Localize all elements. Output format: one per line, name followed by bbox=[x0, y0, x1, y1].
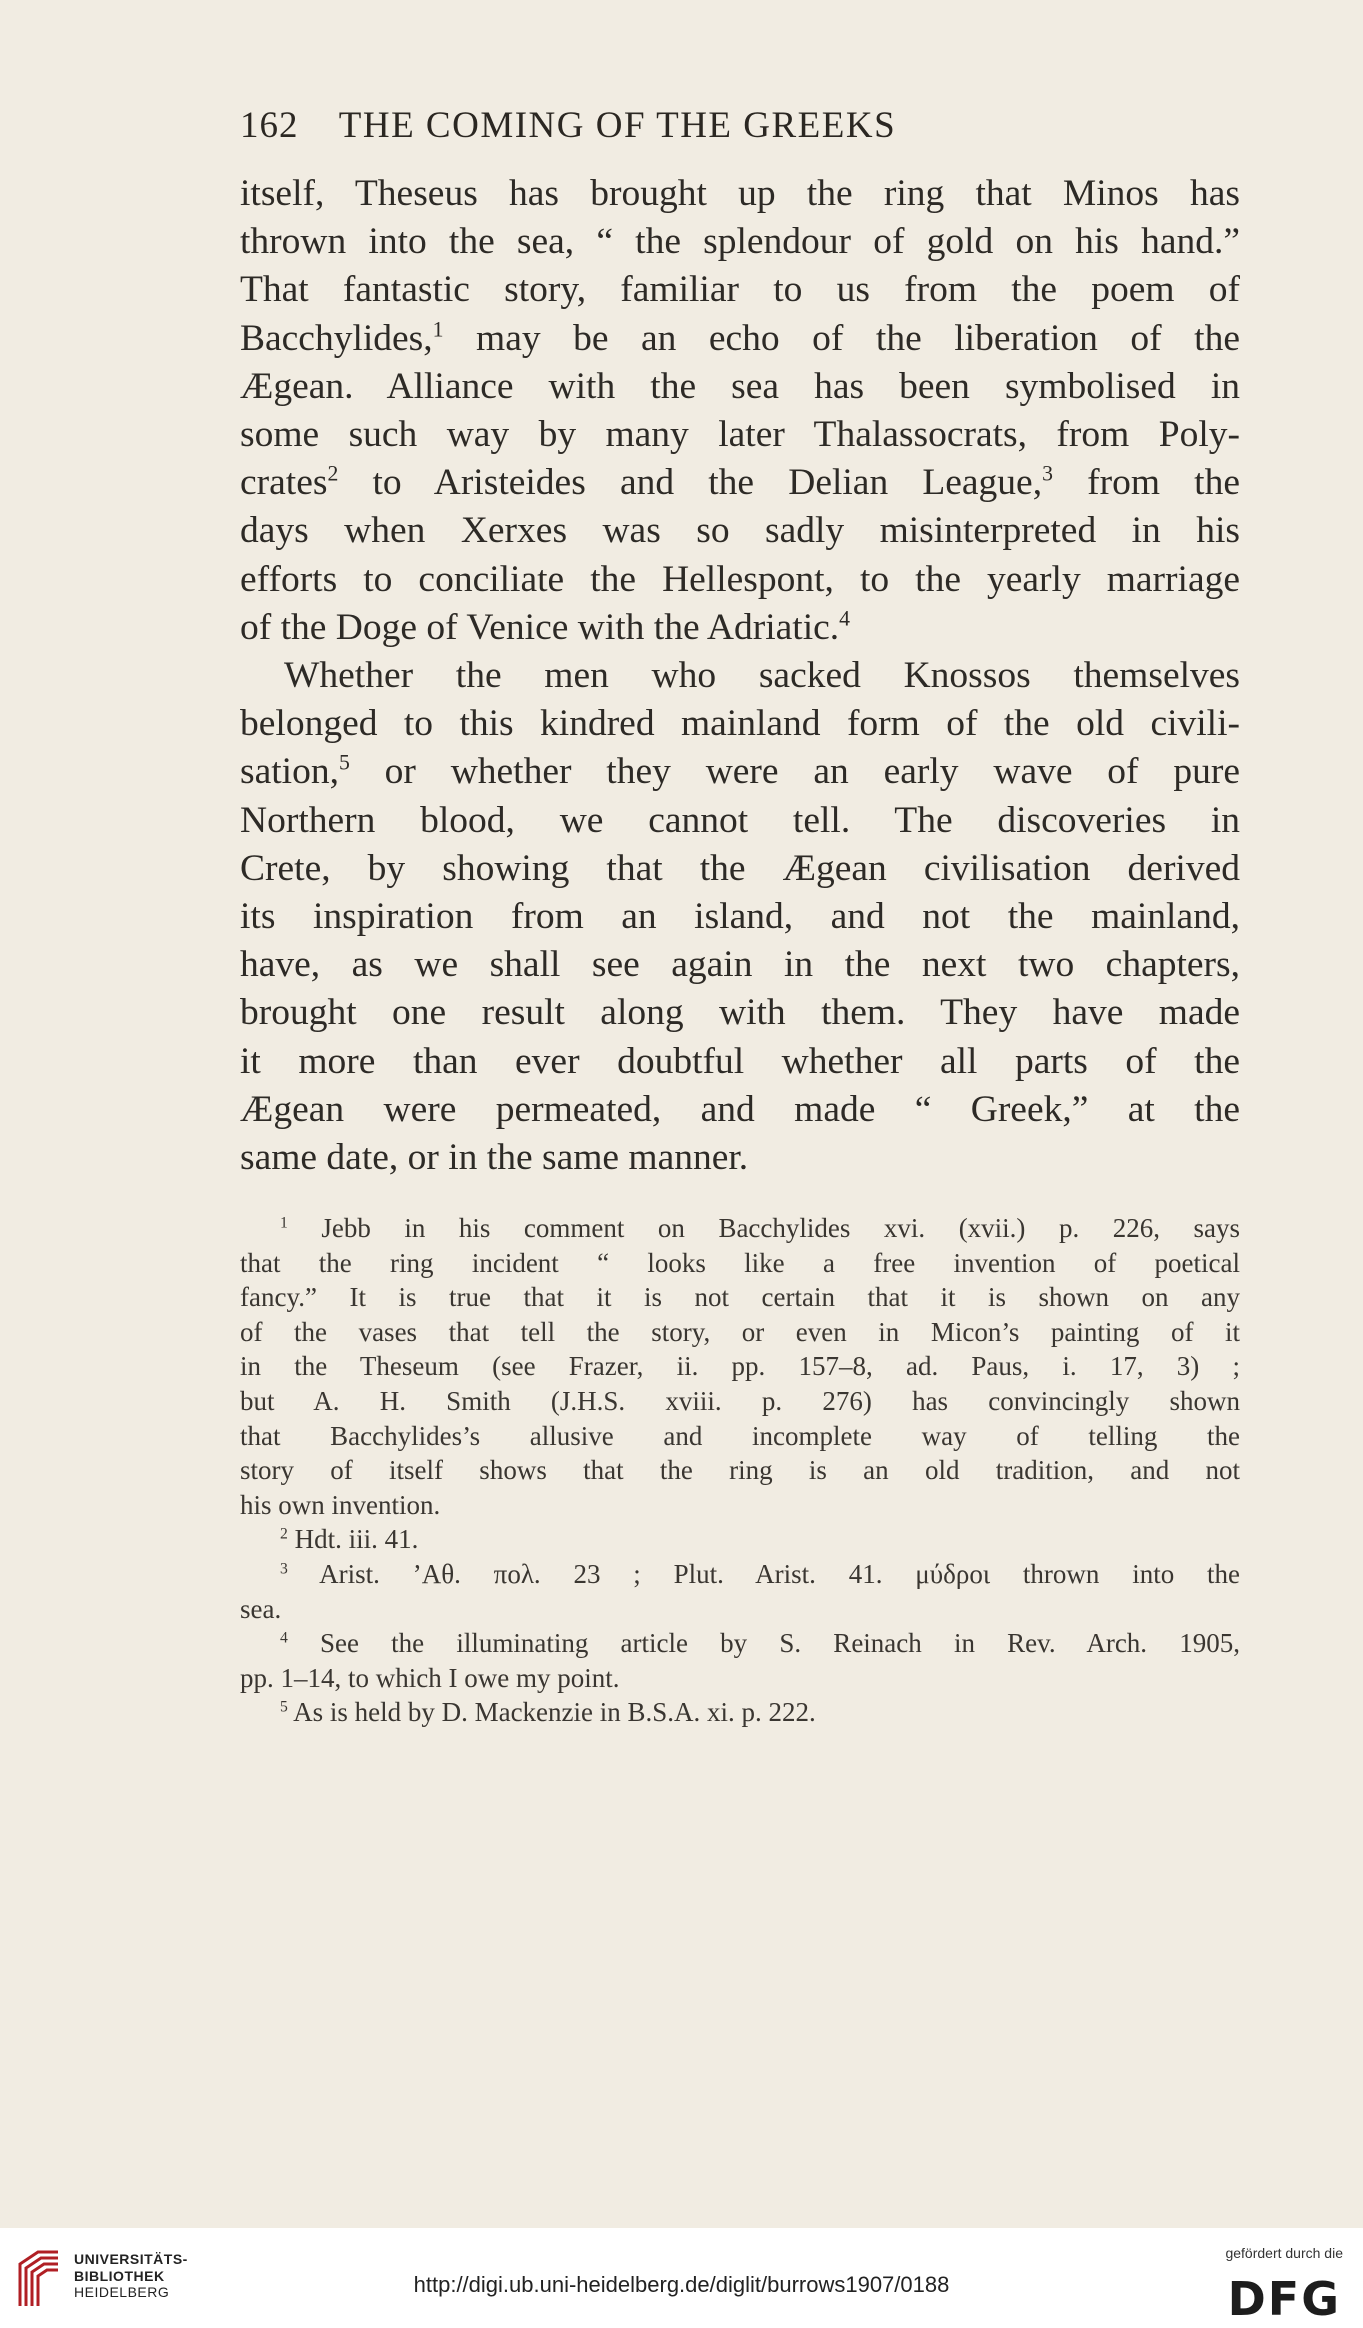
text-run: pp. 1–14, to which I owe my point. bbox=[240, 1662, 620, 1693]
funding-note: gefördert durch die bbox=[1225, 2245, 1343, 2261]
body-text bbox=[240, 170, 1240, 1182]
source-url[interactable]: http://digi.ub.uni-heidelberg.de/diglit/burrows1907/0188 bbox=[413, 2272, 950, 2297]
body-line bbox=[240, 1086, 1240, 1134]
body-line bbox=[240, 845, 1240, 893]
text-run: Crete, by showing that the Ægean civilisation derived bbox=[240, 847, 1240, 889]
body-line bbox=[240, 459, 1240, 507]
text-run: Northern blood, we cannot tell. The discoveries in bbox=[240, 799, 1240, 841]
body-line bbox=[240, 604, 1240, 652]
text-run: Ægean were permeated, and made “ Greek,” at the bbox=[240, 1088, 1240, 1130]
footnote-line bbox=[240, 1211, 1240, 1246]
footnote-line bbox=[240, 1349, 1240, 1384]
body-line bbox=[240, 797, 1240, 845]
text-run: some such way by many later Thalassocrats, from Poly- bbox=[240, 414, 1240, 456]
footnote-marker: 5 bbox=[338, 750, 350, 775]
footnote-marker: 4 bbox=[280, 1629, 288, 1647]
footnote-line bbox=[240, 1419, 1240, 1454]
footnote-line bbox=[240, 1246, 1240, 1281]
footnote-line bbox=[240, 1522, 1240, 1557]
text-run: belonged to this kindred mainland form of the old civili- bbox=[240, 703, 1240, 745]
text-run: itself, Theseus has brought up the ring that Minos has bbox=[240, 173, 1240, 214]
footnote-marker: 3 bbox=[1042, 461, 1053, 486]
body-line bbox=[240, 218, 1240, 266]
text-run: in the Theseum (see Frazer, ii. pp. 157–8, ad. Paus, i. 17, 3) ; bbox=[240, 1351, 1240, 1382]
footnote-line bbox=[240, 1557, 1240, 1592]
body-line bbox=[240, 893, 1240, 941]
text-run: from the bbox=[1052, 462, 1240, 504]
text-run: That fantastic story, familiar to us from the poem of bbox=[240, 269, 1240, 311]
body-line bbox=[240, 315, 1240, 363]
body-line bbox=[240, 507, 1240, 555]
footnote-marker: 2 bbox=[327, 461, 339, 486]
footnote-line bbox=[240, 1695, 1240, 1730]
text-run: crates bbox=[240, 462, 328, 504]
text-run: days when Xerxes was so sadly misinterpreted in his bbox=[240, 510, 1240, 552]
library-line-3: HEIDELBERG bbox=[74, 2284, 170, 2300]
footnote-line bbox=[240, 1626, 1240, 1661]
text-run: Bacchylides, bbox=[240, 317, 433, 359]
body-line bbox=[240, 941, 1240, 989]
text-run: to Aristeides and the Delian League, bbox=[338, 462, 1043, 504]
page-number: 162 bbox=[240, 105, 299, 146]
body-line bbox=[240, 652, 1240, 700]
text-run: that the ring incident “ looks like a free invention of poetical bbox=[240, 1247, 1240, 1278]
body-line bbox=[240, 1038, 1240, 1086]
footnote-line bbox=[240, 1661, 1240, 1696]
body-line bbox=[240, 363, 1240, 411]
text-run: As is held by D. Mackenzie in B.S.A. xi. p. 222. bbox=[287, 1697, 816, 1728]
text-run: of the Doge of Venice with the Adriatic. bbox=[240, 606, 840, 648]
body-line bbox=[240, 1134, 1240, 1182]
text-run: have, as we shall see again in the next two chapters, bbox=[240, 944, 1240, 986]
body-line bbox=[240, 556, 1240, 604]
footnote-marker: 5 bbox=[280, 1698, 288, 1716]
running-title: THE COMING OF THE GREEKS bbox=[338, 105, 897, 146]
text-run: of the vases that tell the story, or even in Micon’s painting of it bbox=[240, 1316, 1240, 1347]
text-run: See the illuminating article by S. Reinach in Rev. Arch. 1905, bbox=[287, 1628, 1240, 1659]
footnote-marker: 2 bbox=[280, 1525, 288, 1543]
text-run: Ægean. Alliance with the sea has been symbolised in bbox=[240, 365, 1240, 407]
footnote-marker: 1 bbox=[280, 1214, 288, 1232]
text-run: thrown into the sea, “ the splendour of gold on his hand.” bbox=[240, 221, 1240, 263]
text-run: efforts to conciliate the Hellespont, to the yearly marriage bbox=[240, 558, 1240, 600]
text-run: that Bacchylides’s allusive and incomplete way of telling the bbox=[240, 1420, 1240, 1451]
text-run: story of itself shows that the ring is an old tradition, and not bbox=[240, 1455, 1240, 1486]
text-run: may be an echo of the liberation of the bbox=[443, 317, 1240, 359]
dfg-logo: DFG bbox=[1227, 2272, 1341, 2326]
footnote-line bbox=[240, 1384, 1240, 1419]
body-line bbox=[240, 266, 1240, 314]
text-run: brought one result along with them. They have made bbox=[240, 992, 1240, 1034]
body-line bbox=[240, 170, 1240, 218]
footnote-marker: 1 bbox=[432, 317, 444, 342]
text-run: Arist. ’Αθ. πολ. 23 ; Plut. Arist. 41. μύδροι thrown into the bbox=[287, 1558, 1240, 1589]
library-line-2: BIBLIOTHEK bbox=[74, 2267, 165, 2284]
text-run: his own invention. bbox=[240, 1489, 441, 1520]
footnote-line bbox=[240, 1453, 1240, 1488]
body-line bbox=[240, 989, 1240, 1037]
footnote-line bbox=[240, 1280, 1240, 1315]
library-line-1: UNIVERSITÄTS- bbox=[74, 2251, 188, 2267]
footnote-line bbox=[240, 1488, 1240, 1523]
text-run: sea. bbox=[240, 1593, 282, 1624]
body-line bbox=[240, 748, 1240, 796]
body-line bbox=[240, 411, 1240, 459]
running-head bbox=[240, 104, 1120, 147]
text-run: sation, bbox=[240, 751, 339, 793]
text-run: it more than ever doubtful whether all parts of the bbox=[240, 1040, 1240, 1082]
digitization-footer bbox=[0, 2228, 1363, 2328]
text-run: or whether they were an early wave of pure bbox=[349, 751, 1240, 793]
footnote-line bbox=[240, 1592, 1240, 1627]
body-line bbox=[240, 700, 1240, 748]
text-run: same date, or in the same manner. bbox=[240, 1137, 749, 1179]
text-run: its inspiration from an island, and not the mainland, bbox=[240, 896, 1240, 938]
text-run: Jebb in his comment on Bacchylides xvi. (xvii.) p. 226, says bbox=[287, 1213, 1240, 1243]
footnote-marker: 4 bbox=[839, 606, 851, 631]
text-run: Hdt. iii. 41. bbox=[287, 1524, 419, 1555]
text-run: Whether the men who sacked Knossos themselves bbox=[284, 655, 1240, 697]
text-run: fancy.” It is true that it is not certain that it is shown on any bbox=[240, 1282, 1240, 1313]
footnotes bbox=[240, 1211, 1240, 1730]
footnote-marker: 3 bbox=[280, 1560, 288, 1578]
footnote-line bbox=[240, 1315, 1240, 1350]
text-run: but A. H. Smith (J.H.S. xviii. p. 276) has convincingly shown bbox=[240, 1385, 1240, 1416]
